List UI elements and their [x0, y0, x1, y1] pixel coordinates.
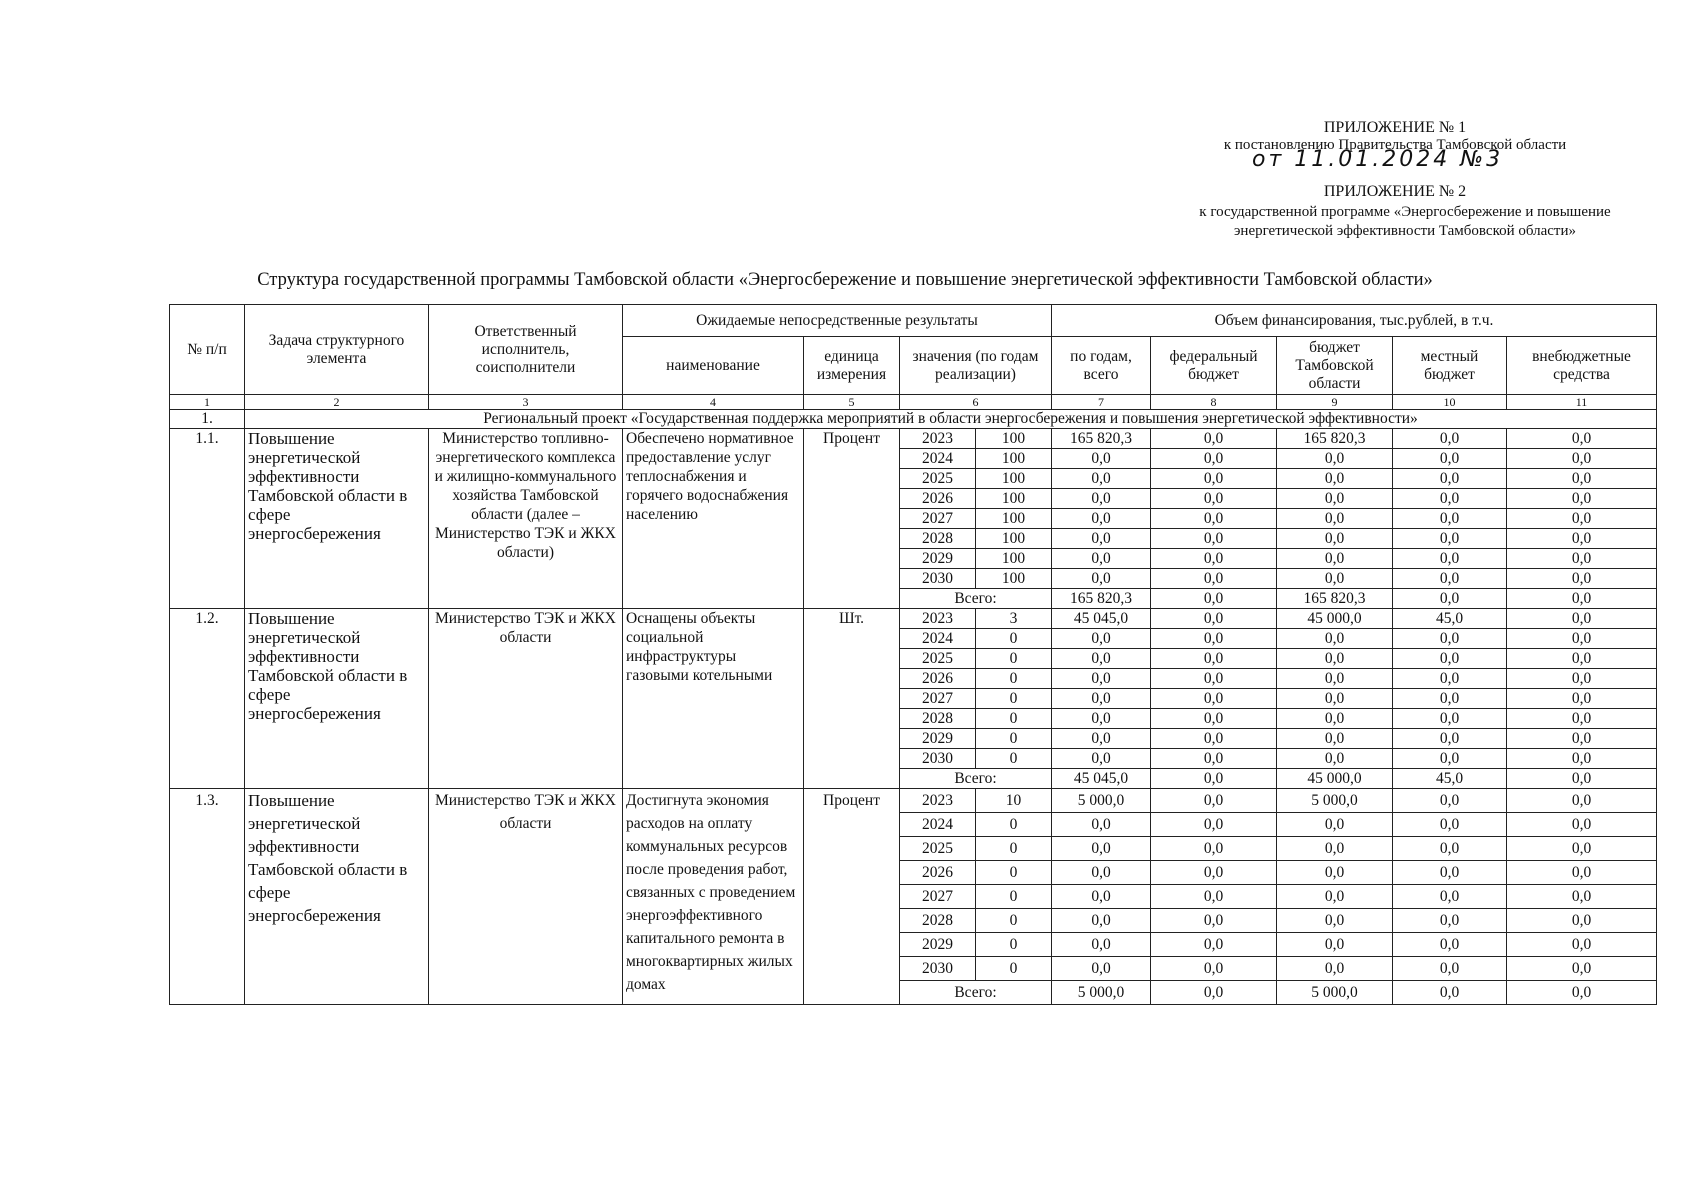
row-result-name: Обеспечено нормативное предоставление услуг теплоснабжения и горячего водоснабжения населению [623, 429, 804, 609]
extra-cell: 0,0 [1507, 957, 1657, 981]
federal-cell: 0,0 [1151, 469, 1277, 489]
local-cell: 0,0 [1393, 933, 1507, 957]
year-cell: 2027 [900, 885, 976, 909]
local-cell: 0,0 [1393, 909, 1507, 933]
column-number: 8 [1151, 395, 1277, 410]
header-expected-results: Ожидаемые непосредственные результаты [623, 305, 1052, 337]
total-cell: 0,0 [1052, 885, 1151, 909]
row-number: 1.1. [170, 429, 245, 609]
column-number: 7 [1052, 395, 1151, 410]
total-cell: 0,0 [1052, 629, 1151, 649]
total-cell: 0,0 [1052, 729, 1151, 749]
value-cell: 0 [976, 709, 1052, 729]
federal-cell: 0,0 [1151, 749, 1277, 769]
year-cell: 2025 [900, 469, 976, 489]
local-cell: 0,0 [1393, 429, 1507, 449]
regional-cell: 0,0 [1277, 813, 1393, 837]
total-cell: 0,0 [1052, 509, 1151, 529]
federal-cell: 0,0 [1151, 649, 1277, 669]
federal-cell: 0,0 [1151, 629, 1277, 649]
row-task: Повышение энергетической эффективности Тамбовской области в сфере энергосбережения [245, 609, 429, 789]
extra-cell: 0,0 [1507, 909, 1657, 933]
total-cell: 165 820,3 [1052, 429, 1151, 449]
year-cell: 2024 [900, 813, 976, 837]
local-cell: 0,0 [1393, 529, 1507, 549]
column-number: 2 [245, 395, 429, 410]
row-unit: Процент [804, 429, 900, 609]
row-responsible: Министерство ТЭК и ЖКХ области [429, 609, 623, 789]
regional-cell: 0,0 [1277, 509, 1393, 529]
value-cell: 0 [976, 909, 1052, 933]
section-row [170, 410, 1657, 429]
extra-cell: 0,0 [1507, 933, 1657, 957]
regional-cell: 165 820,3 [1277, 429, 1393, 449]
total-cell: 0,0 [1052, 709, 1151, 729]
regional-cell: 0,0 [1277, 861, 1393, 885]
regional-cell: 0,0 [1277, 933, 1393, 957]
year-cell: 2028 [900, 709, 976, 729]
year-cell: 2029 [900, 933, 976, 957]
value-cell: 100 [976, 569, 1052, 589]
value-cell: 0 [976, 885, 1052, 909]
value-cell: 0 [976, 729, 1052, 749]
header-values: значения (по годам реализации) [900, 337, 1052, 395]
sum-local-cell: 45,0 [1393, 769, 1507, 789]
extra-cell: 0,0 [1507, 689, 1657, 709]
column-number: 11 [1507, 395, 1657, 410]
header-federal: федеральный бюджет [1151, 337, 1277, 395]
header-extra: внебюджетные средства [1507, 337, 1657, 395]
table-row [170, 789, 1657, 813]
regional-cell: 0,0 [1277, 569, 1393, 589]
total-cell: 0,0 [1052, 749, 1151, 769]
extra-cell: 0,0 [1507, 813, 1657, 837]
year-cell: 2023 [900, 429, 976, 449]
local-cell: 0,0 [1393, 549, 1507, 569]
regional-cell: 5 000,0 [1277, 789, 1393, 813]
extra-cell: 0,0 [1507, 709, 1657, 729]
regional-cell: 0,0 [1277, 449, 1393, 469]
local-cell: 0,0 [1393, 837, 1507, 861]
value-cell: 10 [976, 789, 1052, 813]
year-cell: 2026 [900, 861, 976, 885]
year-cell: 2024 [900, 629, 976, 649]
row-responsible: Министерство топливно-энергетического комплекса и жилищно-коммунального хозяйства Тамбовской области (далее – Министерство ТЭК и ЖКХ области) [429, 429, 623, 609]
value-cell: 0 [976, 649, 1052, 669]
extra-cell: 0,0 [1507, 529, 1657, 549]
extra-cell: 0,0 [1507, 489, 1657, 509]
column-number: 3 [429, 395, 623, 410]
row-result-name: Достигнута экономия расходов на оплату коммунальных ресурсов после проведения работ, связанных с проведением энергоэффективного капитального ремонта в многоквартирных жилых домах [623, 789, 804, 1005]
column-number: 10 [1393, 395, 1507, 410]
row-task: Повышение энергетической эффективности Тамбовской области в сфере энергосбережения [245, 429, 429, 609]
extra-cell: 0,0 [1507, 429, 1657, 449]
regional-cell: 0,0 [1277, 529, 1393, 549]
total-cell: 5 000,0 [1052, 789, 1151, 813]
year-cell: 2028 [900, 909, 976, 933]
value-cell: 100 [976, 429, 1052, 449]
value-cell: 100 [976, 549, 1052, 569]
total-cell: 0,0 [1052, 933, 1151, 957]
appendix2-subtitle [1140, 203, 1670, 241]
federal-cell: 0,0 [1151, 689, 1277, 709]
extra-cell: 0,0 [1507, 449, 1657, 469]
regional-cell: 0,0 [1277, 957, 1393, 981]
value-cell: 100 [976, 489, 1052, 509]
year-cell: 2030 [900, 957, 976, 981]
row-unit: Процент [804, 789, 900, 1005]
extra-cell: 0,0 [1507, 609, 1657, 629]
total-cell: 0,0 [1052, 549, 1151, 569]
total-cell: 0,0 [1052, 649, 1151, 669]
federal-cell: 0,0 [1151, 569, 1277, 589]
value-cell: 0 [976, 813, 1052, 837]
header-by-years: по годам, всего [1052, 337, 1151, 395]
sum-extra-cell: 0,0 [1507, 981, 1657, 1005]
appendix1-subtitle: к постановлению Правительства Тамбовской области [1223, 137, 1567, 153]
total-cell: 0,0 [1052, 909, 1151, 933]
year-cell: 2030 [900, 749, 976, 769]
header-unit: единица измерения [804, 337, 900, 395]
value-cell: 0 [976, 933, 1052, 957]
local-cell: 0,0 [1393, 649, 1507, 669]
local-cell: 0,0 [1393, 669, 1507, 689]
total-cell: 0,0 [1052, 957, 1151, 981]
header-responsible: Ответственный исполнитель, соисполнители [429, 305, 623, 395]
year-cell: 2030 [900, 569, 976, 589]
appendix2-subtitle-line2: энергетической эффективности Тамбовской области» [1233, 223, 1577, 239]
federal-cell: 0,0 [1151, 489, 1277, 509]
regional-cell: 0,0 [1277, 885, 1393, 909]
extra-cell: 0,0 [1507, 629, 1657, 649]
local-cell: 0,0 [1393, 509, 1507, 529]
regional-cell: 0,0 [1277, 689, 1393, 709]
federal-cell: 0,0 [1151, 885, 1277, 909]
extra-cell: 0,0 [1507, 885, 1657, 909]
row-responsible: Министерство ТЭК и ЖКХ области [429, 789, 623, 1005]
value-cell: 3 [976, 609, 1052, 629]
appendix2-subtitle-line1: к государственной программе «Энергосбережение и повышение [1199, 204, 1611, 220]
year-cell: 2024 [900, 449, 976, 469]
extra-cell: 0,0 [1507, 749, 1657, 769]
sum-total-cell: 165 820,3 [1052, 589, 1151, 609]
local-cell: 0,0 [1393, 449, 1507, 469]
total-label: Всего: [900, 589, 1052, 609]
total-cell: 0,0 [1052, 469, 1151, 489]
regional-cell: 0,0 [1277, 469, 1393, 489]
regional-cell: 0,0 [1277, 549, 1393, 569]
header-num: № п/п [170, 305, 245, 395]
year-cell: 2023 [900, 609, 976, 629]
local-cell: 0,0 [1393, 689, 1507, 709]
structure-table [169, 304, 1657, 1005]
header-financing: Объем финансирования, тыс.рублей, в т.ч. [1052, 305, 1657, 337]
total-cell: 0,0 [1052, 861, 1151, 885]
local-cell: 0,0 [1393, 729, 1507, 749]
regional-cell: 0,0 [1277, 729, 1393, 749]
local-cell: 45,0 [1393, 609, 1507, 629]
extra-cell: 0,0 [1507, 569, 1657, 589]
extra-cell: 0,0 [1507, 861, 1657, 885]
regional-cell: 0,0 [1277, 709, 1393, 729]
sum-regional-cell: 165 820,3 [1277, 589, 1393, 609]
regional-cell: 0,0 [1277, 489, 1393, 509]
extra-cell: 0,0 [1507, 789, 1657, 813]
section-num: 1. [170, 410, 245, 429]
local-cell: 0,0 [1393, 957, 1507, 981]
year-cell: 2028 [900, 529, 976, 549]
value-cell: 100 [976, 449, 1052, 469]
local-cell: 0,0 [1393, 629, 1507, 649]
federal-cell: 0,0 [1151, 957, 1277, 981]
total-cell: 0,0 [1052, 837, 1151, 861]
year-cell: 2026 [900, 489, 976, 509]
local-cell: 0,0 [1393, 569, 1507, 589]
value-cell: 100 [976, 509, 1052, 529]
federal-cell: 0,0 [1151, 837, 1277, 861]
handwritten-date-number: от 11.01.2024 №3 [1252, 147, 1504, 172]
regional-cell: 0,0 [1277, 669, 1393, 689]
federal-cell: 0,0 [1151, 609, 1277, 629]
year-cell: 2029 [900, 549, 976, 569]
federal-cell: 0,0 [1151, 813, 1277, 837]
federal-cell: 0,0 [1151, 709, 1277, 729]
local-cell: 0,0 [1393, 749, 1507, 769]
federal-cell: 0,0 [1151, 729, 1277, 749]
regional-cell: 0,0 [1277, 649, 1393, 669]
sum-federal-cell: 0,0 [1151, 981, 1277, 1005]
row-result-name: Оснащены объекты социальной инфраструктуры газовыми котельными [623, 609, 804, 789]
federal-cell: 0,0 [1151, 861, 1277, 885]
value-cell: 100 [976, 469, 1052, 489]
header-local: местный бюджет [1393, 337, 1507, 395]
sum-local-cell: 0,0 [1393, 981, 1507, 1005]
local-cell: 0,0 [1393, 813, 1507, 837]
sum-federal-cell: 0,0 [1151, 589, 1277, 609]
value-cell: 0 [976, 669, 1052, 689]
regional-cell: 0,0 [1277, 837, 1393, 861]
appendix1-label: ПРИЛОЖЕНИЕ № 1 [1323, 119, 1467, 136]
column-number: 9 [1277, 395, 1393, 410]
year-cell: 2027 [900, 689, 976, 709]
column-number: 5 [804, 395, 900, 410]
local-cell: 0,0 [1393, 789, 1507, 813]
table-row [170, 609, 1657, 629]
year-cell: 2025 [900, 649, 976, 669]
row-number: 1.3. [170, 789, 245, 1005]
total-cell: 0,0 [1052, 689, 1151, 709]
regional-cell: 0,0 [1277, 909, 1393, 933]
federal-cell: 0,0 [1151, 933, 1277, 957]
row-unit: Шт. [804, 609, 900, 789]
regional-cell: 0,0 [1277, 629, 1393, 649]
value-cell: 0 [976, 861, 1052, 885]
value-cell: 100 [976, 529, 1052, 549]
federal-cell: 0,0 [1151, 509, 1277, 529]
sum-federal-cell: 0,0 [1151, 769, 1277, 789]
sum-total-cell: 5 000,0 [1052, 981, 1151, 1005]
total-cell: 0,0 [1052, 489, 1151, 509]
extra-cell: 0,0 [1507, 837, 1657, 861]
extra-cell: 0,0 [1507, 649, 1657, 669]
local-cell: 0,0 [1393, 861, 1507, 885]
total-cell: 0,0 [1052, 669, 1151, 689]
year-cell: 2026 [900, 669, 976, 689]
year-cell: 2023 [900, 789, 976, 813]
value-cell: 0 [976, 837, 1052, 861]
federal-cell: 0,0 [1151, 429, 1277, 449]
year-cell: 2027 [900, 509, 976, 529]
value-cell: 0 [976, 957, 1052, 981]
sum-extra-cell: 0,0 [1507, 769, 1657, 789]
extra-cell: 0,0 [1507, 549, 1657, 569]
federal-cell: 0,0 [1151, 529, 1277, 549]
extra-cell: 0,0 [1507, 669, 1657, 689]
row-task: Повышение энергетической эффективности Тамбовской области в сфере энергосбережения [245, 789, 429, 1005]
row-number: 1.2. [170, 609, 245, 789]
sum-local-cell: 0,0 [1393, 589, 1507, 609]
column-numbers-row [170, 395, 1657, 410]
value-cell: 0 [976, 629, 1052, 649]
sum-regional-cell: 45 000,0 [1277, 769, 1393, 789]
column-number: 4 [623, 395, 804, 410]
extra-cell: 0,0 [1507, 469, 1657, 489]
local-cell: 0,0 [1393, 469, 1507, 489]
table-row [170, 429, 1657, 449]
extra-cell: 0,0 [1507, 729, 1657, 749]
total-cell: 0,0 [1052, 449, 1151, 469]
extra-cell: 0,0 [1507, 509, 1657, 529]
document-title: Структура государственной программы Тамбовской области «Энергосбережение и повышение энергетической эффективности Тамбовской области» [257, 270, 1433, 290]
federal-cell: 0,0 [1151, 909, 1277, 933]
header-result-name: наименование [623, 337, 804, 395]
local-cell: 0,0 [1393, 885, 1507, 909]
column-number: 6 [900, 395, 1052, 410]
section-title: Региональный проект «Государственная поддержка мероприятий в области энергосбережения и повышения энергетической эффективности» [245, 410, 1657, 429]
total-cell: 0,0 [1052, 813, 1151, 837]
regional-cell: 45 000,0 [1277, 609, 1393, 629]
local-cell: 0,0 [1393, 709, 1507, 729]
regional-cell: 0,0 [1277, 749, 1393, 769]
federal-cell: 0,0 [1151, 669, 1277, 689]
total-cell: 0,0 [1052, 569, 1151, 589]
appendix2-label: ПРИЛОЖЕНИЕ № 2 [1323, 183, 1467, 200]
value-cell: 0 [976, 689, 1052, 709]
sum-extra-cell: 0,0 [1507, 589, 1657, 609]
header-regional: бюджет Тамбовской области [1277, 337, 1393, 395]
federal-cell: 0,0 [1151, 789, 1277, 813]
year-cell: 2029 [900, 729, 976, 749]
header-task: Задача структурного элемента [245, 305, 429, 395]
total-label: Всего: [900, 981, 1052, 1005]
column-number: 1 [170, 395, 245, 410]
local-cell: 0,0 [1393, 489, 1507, 509]
total-cell: 45 045,0 [1052, 609, 1151, 629]
value-cell: 0 [976, 749, 1052, 769]
sum-total-cell: 45 045,0 [1052, 769, 1151, 789]
sum-regional-cell: 5 000,0 [1277, 981, 1393, 1005]
total-cell: 0,0 [1052, 529, 1151, 549]
federal-cell: 0,0 [1151, 549, 1277, 569]
total-label: Всего: [900, 769, 1052, 789]
year-cell: 2025 [900, 837, 976, 861]
federal-cell: 0,0 [1151, 449, 1277, 469]
